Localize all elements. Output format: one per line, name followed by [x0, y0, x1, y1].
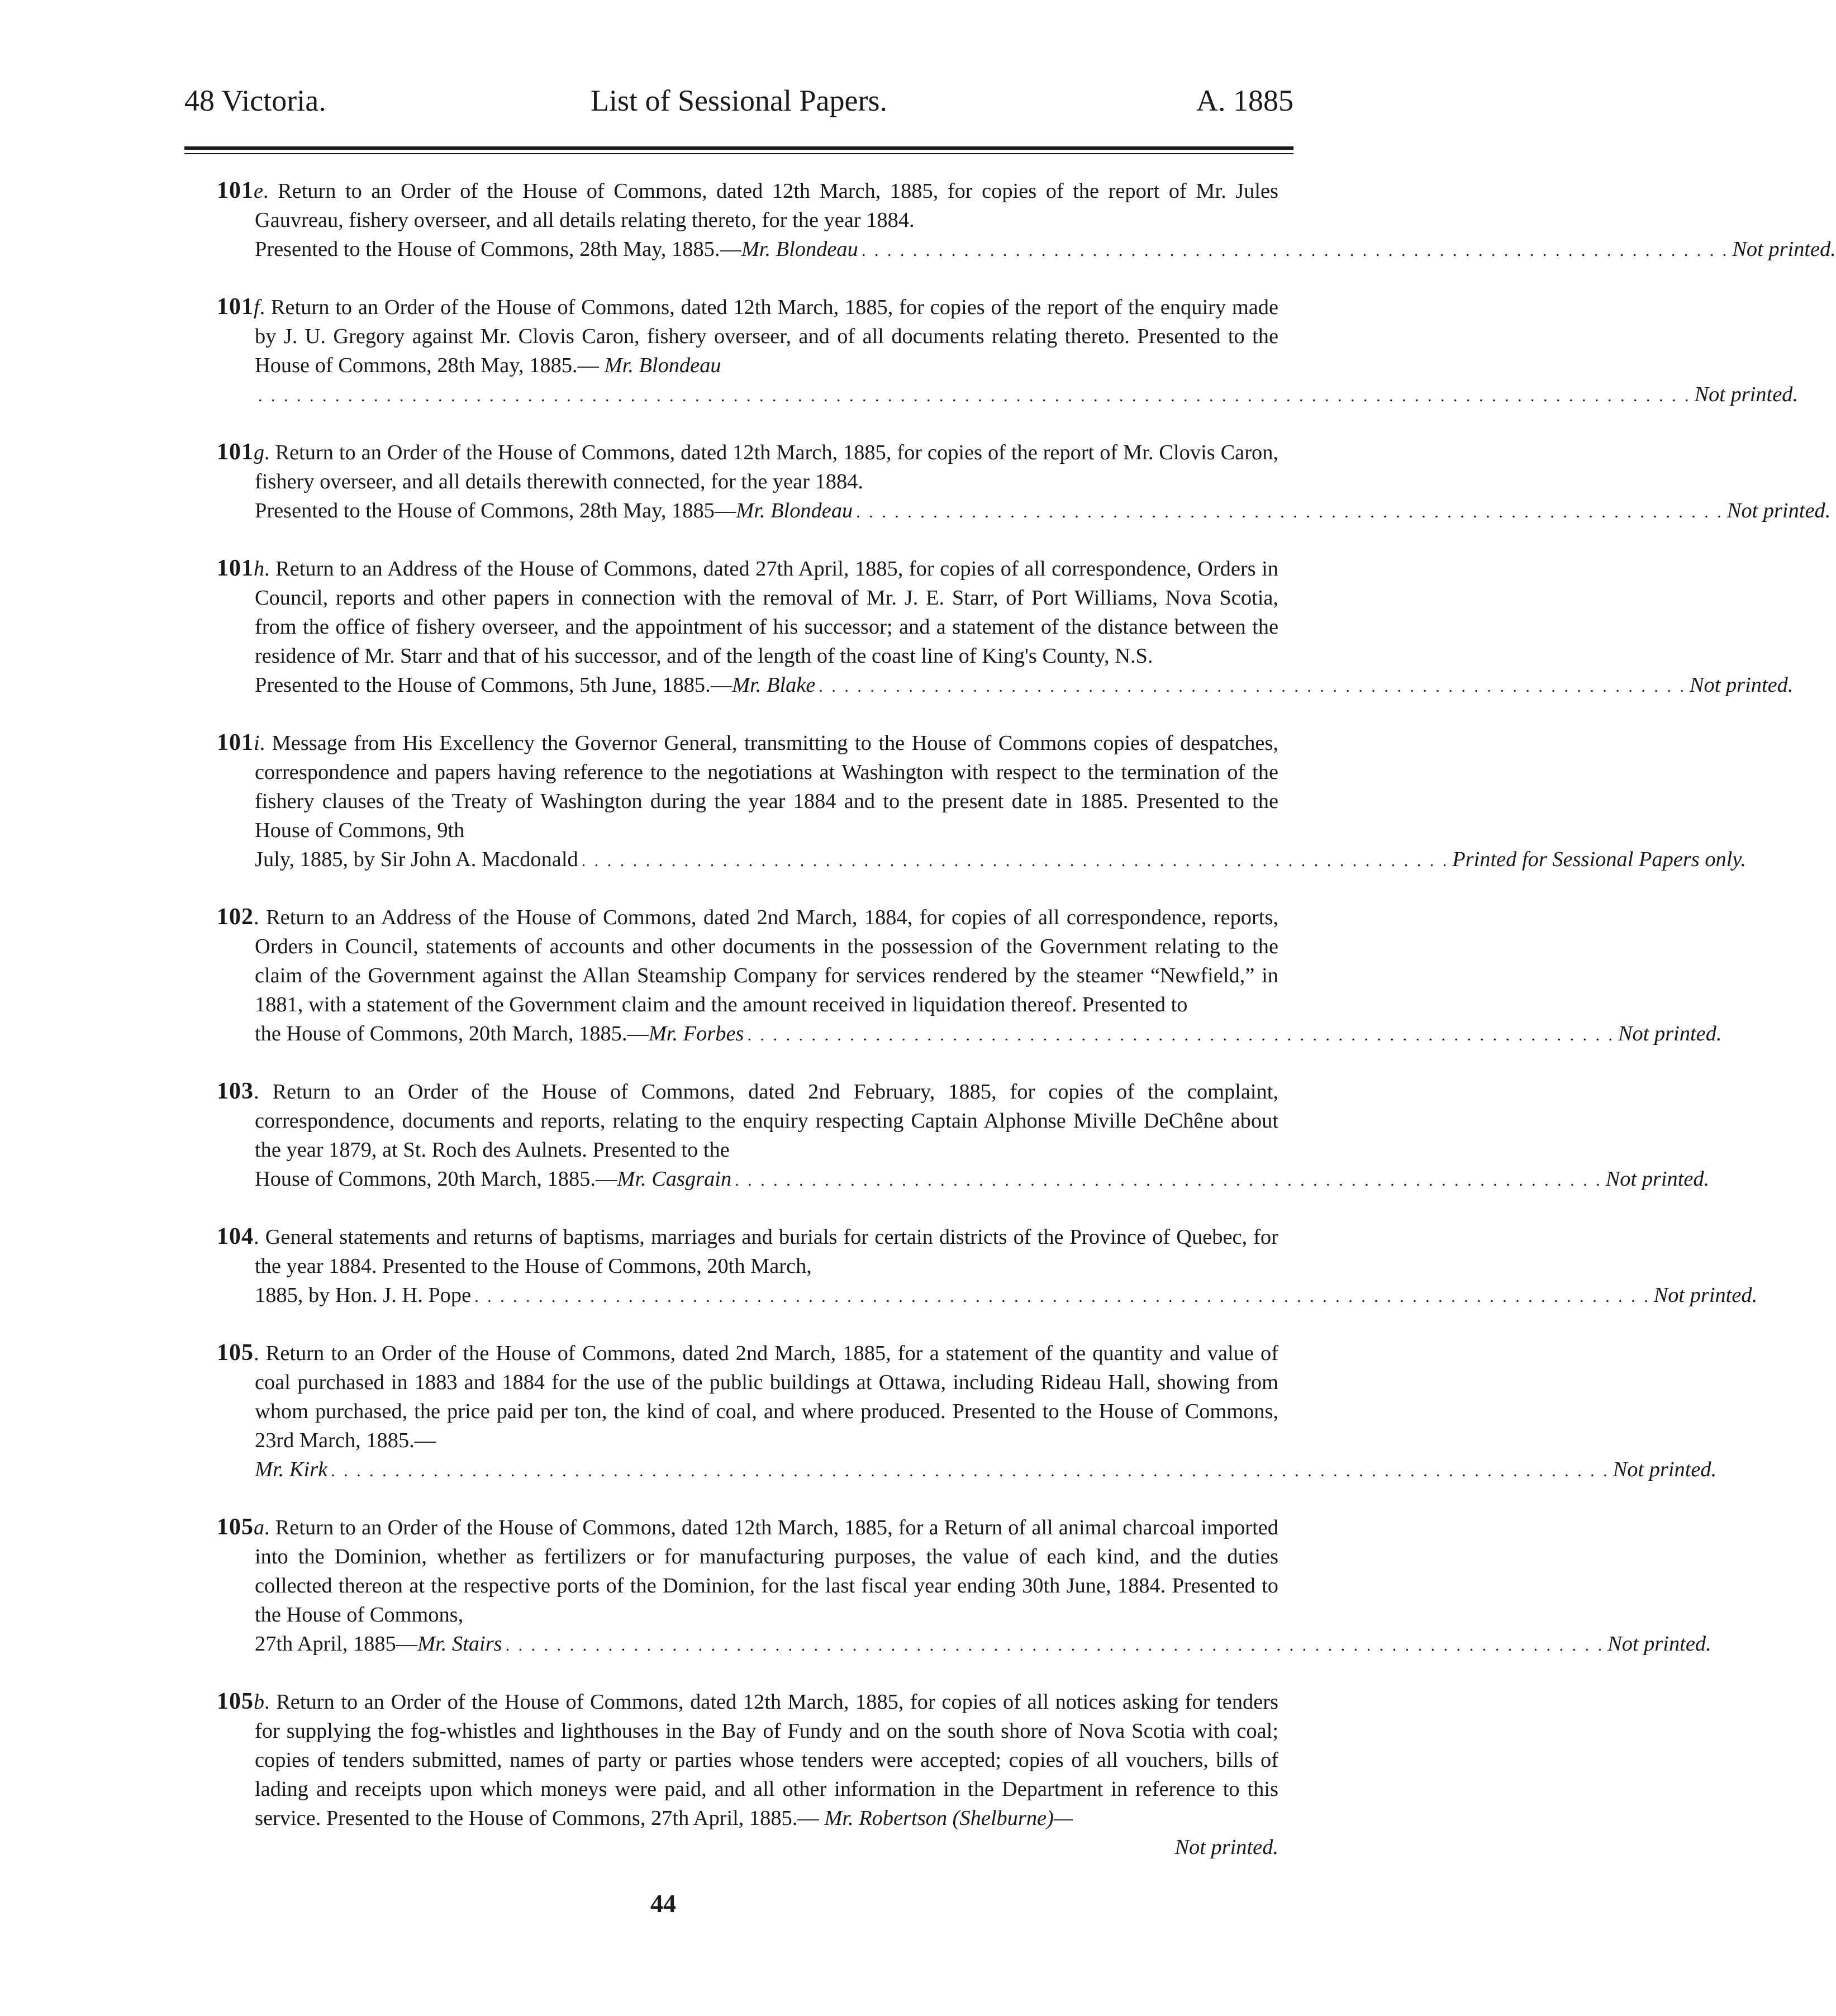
entry-presented: House of Commons, 20th March, 1885.—	[255, 1167, 617, 1191]
entry-number: 104	[217, 1224, 254, 1249]
entry-text: . Return to an Address of the House of Commons, dated 2nd March, 1884, for copies of all correspondence, reports, Orders in Council, statements of accounts and other documents in the possession of the Government relating to the claim of the Government against the Allan Steamship Company for services rendered by the steamer “Newfield,” in 1881, with a statement of the Government claim and the amount received in liquidation thereof. Presented to	[254, 906, 1278, 1016]
header-title: List of Sessional Papers.	[591, 84, 887, 117]
entry-presented: 1885, by Hon. J. H. Pope	[255, 1283, 472, 1307]
entry-101h	[217, 554, 1794, 701]
entry-suffix: a	[254, 1516, 264, 1539]
leader-dots: . . . . . . . . . . . . . . . . . . . . . . . . . . . . . . . . . . . . . . . . . . . . . . . . . . . . . . . . . . . . . . . . . . . . . . . . . . . . . . . . . . . . . . . . . . . .	[474, 1287, 1651, 1306]
entry-presented: July, 1885, by Sir John A. Macdonald	[255, 848, 578, 871]
entry-suffix: b	[254, 1690, 264, 1714]
entry-tail	[255, 671, 1794, 701]
entry-101i	[217, 728, 1746, 876]
entry-status: Not printed.	[1607, 1632, 1711, 1656]
entry-tail	[255, 1019, 1722, 1050]
entry-tail	[255, 1281, 1758, 1311]
entry-presenter: Mr. Blondeau	[736, 499, 853, 522]
entry-status: Not printed.	[1605, 1167, 1710, 1191]
entry-text: . Return to an Order of the House of Commons, dated 12th March, 1885, for copies of the report of the enquiry made by J. U. Gregory against Mr. Clovis Caron, fishery overseer, and of all documents relating thereto. Presented to the House of Commons, 28th May, 1885.—	[255, 296, 1278, 377]
entry-105a	[217, 1513, 1711, 1660]
entry-presenter: Mr. Blondeau	[741, 237, 858, 261]
entry-suffix: h	[254, 557, 264, 581]
leader-dots: . . . . . . . . . . . . . . . . . . . . . . . . . . . . . . . . . . . . . . . . . . . . . . . . . . . . . . . . . . . . . . . . . . . . . . . . . . . . . . . . . . . . . . . . . . . . . . . . . . . .	[331, 1462, 1610, 1480]
entry-number: 101	[217, 730, 254, 755]
sessional-papers-list	[217, 176, 1836, 1889]
entry-101g	[217, 438, 1831, 527]
entry-suffix: e	[254, 179, 263, 203]
entry-101f	[217, 292, 1799, 411]
entry-105	[217, 1338, 1717, 1486]
entry-number: 105	[217, 1689, 254, 1714]
entry-status: Not printed.	[1174, 1836, 1278, 1859]
entry-tail	[255, 235, 1836, 265]
entry-number: 105	[217, 1514, 254, 1540]
running-head	[184, 78, 1293, 123]
entry-text: . Return to an Order of the House of Commons, dated 2nd February, 1885, for copies of the complaint, correspondence, documents and reports, relating to the enquiry respecting Captain Alphonse Miville DeChêne about the year 1879, at St. Roch des Aulnets. Presented to the	[254, 1080, 1278, 1162]
entry-text: . Return to an Order of the House of Commons, dated 2nd March, 1885, for a statement of the quantity and value of coal purchased in 1883 and 1884 for the use of the public buildings at Ottawa, including Rideau Hall, showing from whom purchased, the price paid per ton, the kind of coal, and where produced. Presented to the House of Commons, 23rd March, 1885.—	[254, 1342, 1278, 1452]
entry-status: Not printed.	[1689, 673, 1794, 697]
entry-suffix: f	[254, 296, 260, 319]
header-volume: 48 Victoria.	[184, 84, 326, 117]
entry-number: 105	[217, 1340, 254, 1366]
entry-number: 103	[217, 1078, 254, 1104]
leader-dots: . . . . . . . . . . . . . . . . . . . . . . . . . . . . . . . . . . . . . . . . . . . . . . . . . . . . . . . . . . . . . . . . . . . .	[581, 852, 1449, 870]
entry-status: Not printed.	[1732, 237, 1836, 261]
entry-presented: the House of Commons, 20th March, 1885.—	[255, 1022, 649, 1045]
entry-tail	[255, 1164, 1710, 1195]
entry-presented: 27th April, 1885—	[255, 1632, 418, 1656]
leader-dots: . . . . . . . . . . . . . . . . . . . . . . . . . . . . . . . . . . . . . . . . . . . . . . . . . . . . . . . . . . . . . . . . . . . .	[819, 677, 1686, 696]
entry-presented: Presented to the House of Commons, 28th May, 1885.—	[255, 237, 741, 261]
entry-number: 101	[217, 439, 254, 465]
entry-text: . Message from His Excellency the Governor General, transmitting to the House of Commons copies of despatches, correspondence and papers having reference to the negotiations at Washington with respect to the termination of the fishery clauses of the Treaty of Washington during the year 1884 and to the present date in 1885. Presented to the House of Commons, 9th	[255, 731, 1278, 842]
header-session: A. 1885	[1196, 84, 1293, 117]
entry-presenter: Mr. Casgrain	[617, 1167, 732, 1191]
entry-presenter: Mr. Blondeau	[604, 354, 721, 377]
leader-dots: . . . . . . . . . . . . . . . . . . . . . . . . . . . . . . . . . . . . . . . . . . . . . . . . . . . . . . . . . . . . . . . . . . . .	[861, 241, 1729, 260]
entry-text: . General statements and returns of baptisms, marriages and burials for certain districts of the Province of Quebec, for the year 1884. Presented to the House of Commons, 20th March,	[254, 1225, 1278, 1278]
entry-101e	[217, 176, 1836, 265]
entry-number: 101	[217, 294, 254, 320]
leader-dots: . . . . . . . . . . . . . . . . . . . . . . . . . . . . . . . . . . . . . . . . . . . . . . . . . . . . . . . . . . . . . . . . . . . .	[735, 1171, 1602, 1190]
entry-105b	[217, 1687, 1278, 1862]
entry-tail	[255, 380, 1799, 411]
entry-tail	[255, 496, 1831, 527]
entry-tail	[255, 1455, 1717, 1486]
header-rule-thin	[184, 153, 1293, 154]
entry-text: . Return to an Order of the House of Commons, dated 12th March, 1885, for copies of the report of Mr. Jules Gauvreau, fishery overseer, and all details relating thereto, for the year 1884.	[255, 179, 1278, 232]
entry-presenter: Mr. Forbes	[648, 1022, 744, 1045]
entry-104	[217, 1222, 1758, 1311]
entry-tail	[255, 845, 1746, 876]
entry-text: . Return to an Order of the House of Commons, dated 12th March, 1885, for copies of all notices asking for tenders for supplying the fog-whistles and lighthouses in the Bay of Fundy and on the south shore of Nova Scotia with coal; copies of tenders submitted, names of party or parties whose tenders were accepted; copies of all vouchers, bills of lading and receipts upon which moneys were paid, and all other information in the Department in reference to this service. Presented to the House of Commons, 27th April, 1885.—	[255, 1690, 1278, 1830]
entry-status: Printed for Sessional Papers only.	[1452, 848, 1746, 871]
entry-suffix: g	[254, 441, 264, 464]
entry-text: . Return to an Order of the House of Commons, dated 12th March, 1885, for copies of the report of Mr. Clovis Caron, fishery overseer, and all details therewith connected, for the year 1884.	[255, 441, 1278, 493]
entry-number: 102	[217, 904, 254, 930]
page-number: 44	[650, 1889, 676, 1918]
entry-103	[217, 1077, 1710, 1195]
entry-text: . Return to an Address of the House of Commons, dated 27th April, 1885, for copies of all correspondence, Orders in Council, reports and other papers in connection with the removal of Mr. J. E. Starr, of Port Williams, Nova Scotia, from the office of fishery overseer, and the appointment of his successor; and a statement of the distance between the residence of Mr. Starr and that of his successor, and of the length of the coast line of King's County, N.S.	[255, 557, 1278, 668]
entry-suffix: i	[254, 731, 260, 755]
entry-status: Not printed.	[1694, 383, 1799, 406]
entry-text: . Return to an Order of the House of Commons, dated 12th March, 1885, for a Return of all animal charcoal imported into the Dominion, whether as fertilizers or for manufacturing purposes, the value of each kind, and the duties collected thereon at the respective ports of the Dominion, for the last fiscal year ending 30th June, 1884. Presented to the House of Commons,	[255, 1516, 1278, 1627]
entry-presented: Presented to the House of Commons, 28th May, 1885—	[255, 499, 736, 522]
entry-status: Not printed.	[1613, 1458, 1717, 1481]
entry-presenter: Mr. Robertson (Shelburne)—	[824, 1806, 1073, 1830]
entry-number: 101	[217, 178, 254, 203]
entry-presented: Presented to the House of Commons, 5th June, 1885.—	[255, 673, 733, 697]
entry-102	[217, 902, 1722, 1050]
entry-status: Not printed.	[1726, 499, 1831, 522]
entry-status: Not printed.	[1653, 1283, 1758, 1307]
entry-presenter: Mr. Stairs	[417, 1632, 502, 1656]
leader-dots: . . . . . . . . . . . . . . . . . . . . . . . . . . . . . . . . . . . . . . . . . . . . . . . . . . . . . . . . . . . . . . . . . . . . . . . . . . . . . . . . . . . . . . . . . . . . . . . . . . . . . . . . . . . . . . . .	[258, 387, 1691, 405]
leader-dots: . . . . . . . . . . . . . . . . . . . . . . . . . . . . . . . . . . . . . . . . . . . . . . . . . . . . . . . . . . . . . . . . . . . .	[856, 503, 1724, 521]
entry-presenter: Mr. Kirk	[255, 1458, 328, 1481]
entry-tail	[255, 1629, 1711, 1660]
leader-dots: . . . . . . . . . . . . . . . . . . . . . . . . . . . . . . . . . . . . . . . . . . . . . . . . . . . . . . . . . . . . . . . . . . . .	[747, 1026, 1615, 1044]
entry-status: Not printed.	[1618, 1022, 1722, 1045]
leader-dots: . . . . . . . . . . . . . . . . . . . . . . . . . . . . . . . . . . . . . . . . . . . . . . . . . . . . . . . . . . . . . . . . . . . . . . . . . . . . . . . . . . . . . .	[505, 1636, 1605, 1654]
entry-presenter: Mr. Blake	[732, 673, 816, 697]
entry-number: 101	[217, 555, 254, 581]
header-rule-thick	[184, 146, 1293, 150]
